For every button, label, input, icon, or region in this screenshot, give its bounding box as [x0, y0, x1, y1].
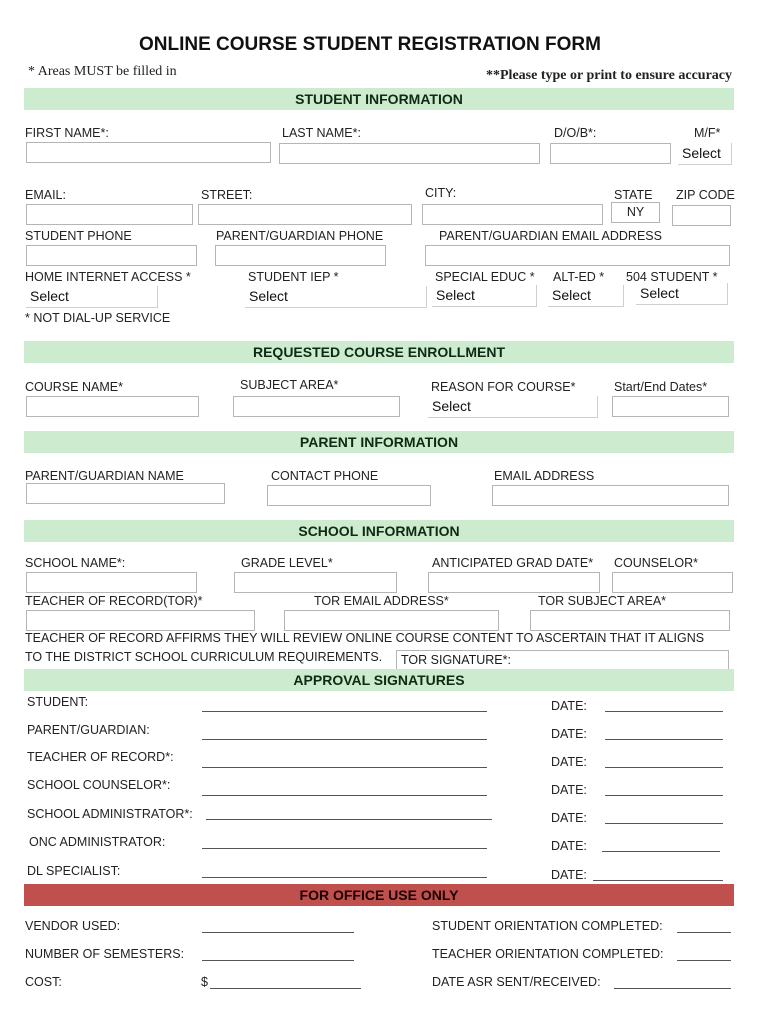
- city-label: CITY:: [425, 186, 457, 200]
- student-orientation-line[interactable]: [677, 932, 731, 933]
- tor-signature-field[interactable]: TOR SIGNATURE*:: [396, 650, 729, 671]
- dates-label: Start/End Dates*: [614, 380, 708, 394]
- tor-subject-label: TOR SUBJECT AREA*: [538, 594, 667, 608]
- home-internet-label: HOME INTERNET ACCESS *: [25, 270, 191, 284]
- approval-student-signature-line[interactable]: [202, 711, 487, 712]
- subject-area-label: SUBJECT AREA*: [240, 378, 339, 392]
- teacher-orientation-label: TEACHER ORIENTATION COMPLETED:: [432, 947, 664, 961]
- approval-onc-date-line[interactable]: [602, 851, 720, 852]
- approval-administrator-label: SCHOOL ADMINISTRATOR*:: [27, 807, 193, 821]
- school-name-label: SCHOOL NAME*:: [25, 556, 126, 570]
- contact-phone-field[interactable]: [267, 485, 431, 506]
- first-name-label: FIRST NAME*:: [25, 126, 109, 140]
- approval-counselor-signature-line[interactable]: [202, 795, 487, 796]
- home-internet-select[interactable]: Select: [26, 286, 158, 308]
- approval-administrator-date-line[interactable]: [605, 823, 723, 824]
- course-name-field[interactable]: [26, 396, 199, 417]
- student-information-heading: STUDENT INFORMATION: [24, 88, 734, 110]
- parent-name-field[interactable]: [26, 483, 225, 504]
- special-educ-label: SPECIAL EDUC *: [435, 270, 535, 284]
- approval-dl-signature-line[interactable]: [202, 877, 487, 878]
- tor-email-field[interactable]: [284, 610, 499, 631]
- course-enrollment-heading: REQUESTED COURSE ENROLLMENT: [24, 341, 734, 363]
- approval-teacher-label: TEACHER OF RECORD*:: [27, 750, 174, 764]
- school-information-heading: SCHOOL INFORMATION: [24, 520, 734, 542]
- cost-line[interactable]: [210, 988, 361, 989]
- vendor-label: VENDOR USED:: [25, 919, 121, 933]
- zip-field[interactable]: [672, 205, 731, 226]
- approval-teacher-signature-line[interactable]: [202, 767, 487, 768]
- affirmation-line-2: TO THE DISTRICT SCHOOL CURRICULUM REQUIREMENTS.: [25, 650, 383, 664]
- approval-student-label: STUDENT:: [27, 695, 89, 709]
- semesters-line[interactable]: [202, 960, 354, 961]
- parent-email-address-label: EMAIL ADDRESS: [494, 469, 595, 483]
- cost-dollar-sign: $: [201, 975, 208, 989]
- cost-label: COST:: [25, 975, 62, 989]
- form-title: ONLINE COURSE STUDENT REGISTRATION FORM: [139, 34, 601, 55]
- student-504-select[interactable]: Select: [636, 283, 728, 305]
- approval-administrator-signature-line[interactable]: [206, 819, 492, 820]
- dob-label: D/O/B*:: [554, 126, 597, 140]
- alt-ed-select[interactable]: Select: [548, 285, 624, 307]
- asr-date-label: DATE ASR SENT/RECEIVED:: [432, 975, 601, 989]
- accuracy-note: **Please type or print to ensure accuracy: [486, 68, 732, 83]
- parent-email-field[interactable]: [425, 245, 730, 266]
- contact-phone-label: CONTACT PHONE: [271, 469, 379, 483]
- dob-field[interactable]: [550, 143, 671, 164]
- special-educ-select[interactable]: Select: [432, 285, 537, 307]
- parent-phone-label: PARENT/GUARDIAN PHONE: [216, 229, 384, 243]
- teacher-orientation-line[interactable]: [677, 960, 731, 961]
- state-field[interactable]: NY: [611, 202, 660, 223]
- semesters-label: NUMBER OF SEMESTERS:: [25, 947, 185, 961]
- email-label: EMAIL:: [25, 188, 66, 202]
- last-name-field[interactable]: [279, 143, 540, 164]
- grad-date-label: ANTICIPATED GRAD DATE*: [432, 556, 594, 570]
- parent-phone-field[interactable]: [215, 245, 386, 266]
- tor-subject-field[interactable]: [530, 610, 730, 631]
- approval-counselor-label: SCHOOL COUNSELOR*:: [27, 778, 171, 792]
- vendor-line[interactable]: [202, 932, 354, 933]
- parent-email-label: PARENT/GUARDIAN EMAIL ADDRESS: [439, 229, 662, 243]
- approval-student-date-line[interactable]: [605, 711, 723, 712]
- approval-onc-label: ONC ADMINISTRATOR:: [29, 835, 166, 849]
- counselor-label: COUNSELOR*: [614, 556, 699, 570]
- zip-label: ZIP CODE: [676, 188, 735, 202]
- sex-label: M/F*: [694, 126, 721, 140]
- reason-label: REASON FOR COURSE*: [431, 380, 576, 394]
- student-iep-label: STUDENT IEP *: [248, 270, 339, 284]
- state-label: STATE: [614, 188, 653, 202]
- approval-parent-date-line[interactable]: [605, 739, 723, 740]
- dialup-note: * NOT DIAL-UP SERVICE: [25, 311, 171, 325]
- approval-teacher-date-line[interactable]: [605, 767, 723, 768]
- approval-dl-date-label: DATE:: [551, 868, 587, 882]
- email-field[interactable]: [26, 204, 193, 225]
- affirmation-line-1: TEACHER OF RECORD AFFIRMS THEY WILL REVIEW ONLINE COURSE CONTENT TO ASCERTAIN THAT IT ALIGNS: [25, 631, 705, 645]
- asr-date-line[interactable]: [614, 988, 731, 989]
- parent-information-heading: PARENT INFORMATION: [24, 431, 734, 453]
- approval-parent-label: PARENT/GUARDIAN:: [27, 723, 150, 737]
- student-iep-select[interactable]: Select: [245, 286, 427, 308]
- parent-email-address-field[interactable]: [492, 485, 729, 506]
- reason-select[interactable]: Select: [428, 396, 598, 418]
- approval-administrator-date-label: DATE:: [551, 811, 587, 825]
- grad-date-field[interactable]: [428, 572, 600, 593]
- street-label: STREET:: [201, 188, 253, 202]
- approval-onc-signature-line[interactable]: [202, 848, 487, 849]
- student-504-label: 504 STUDENT *: [626, 270, 718, 284]
- tor-email-label: TOR EMAIL ADDRESS*: [314, 594, 449, 608]
- approval-teacher-date-label: DATE:: [551, 755, 587, 769]
- course-name-label: COURSE NAME*: [25, 380, 123, 394]
- parent-name-label: PARENT/GUARDIAN NAME: [25, 469, 184, 483]
- last-name-label: LAST NAME*:: [282, 126, 361, 140]
- street-field[interactable]: [198, 204, 412, 225]
- approval-student-date-label: DATE:: [551, 699, 587, 713]
- approval-parent-signature-line[interactable]: [202, 739, 487, 740]
- approval-onc-date-label: DATE:: [551, 839, 587, 853]
- school-name-field[interactable]: [26, 572, 197, 593]
- subject-area-field[interactable]: [233, 396, 400, 417]
- approval-dl-date-line[interactable]: [593, 880, 723, 881]
- tor-field[interactable]: [26, 610, 255, 631]
- alt-ed-label: ALT-ED *: [553, 270, 605, 284]
- first-name-field[interactable]: [26, 142, 271, 163]
- tor-label: TEACHER OF RECORD(TOR)*: [25, 594, 203, 608]
- approval-parent-date-label: DATE:: [551, 727, 587, 741]
- required-note: * Areas MUST be filled in: [28, 64, 177, 79]
- city-field[interactable]: [422, 204, 603, 225]
- approval-counselor-date-line[interactable]: [605, 795, 723, 796]
- approval-dl-label: DL SPECIALIST:: [27, 864, 121, 878]
- office-use-heading: FOR OFFICE USE ONLY: [24, 884, 734, 906]
- dates-field[interactable]: [612, 396, 729, 417]
- student-phone-field[interactable]: [26, 245, 197, 266]
- approval-counselor-date-label: DATE:: [551, 783, 587, 797]
- counselor-field[interactable]: [612, 572, 733, 593]
- grade-level-field[interactable]: [234, 572, 397, 593]
- grade-level-label: GRADE LEVEL*: [241, 556, 333, 570]
- student-orientation-label: STUDENT ORIENTATION COMPLETED:: [432, 919, 663, 933]
- sex-select[interactable]: Select: [678, 143, 732, 165]
- student-phone-label: STUDENT PHONE: [25, 229, 132, 243]
- approval-signatures-heading: APPROVAL SIGNATURES: [24, 669, 734, 691]
